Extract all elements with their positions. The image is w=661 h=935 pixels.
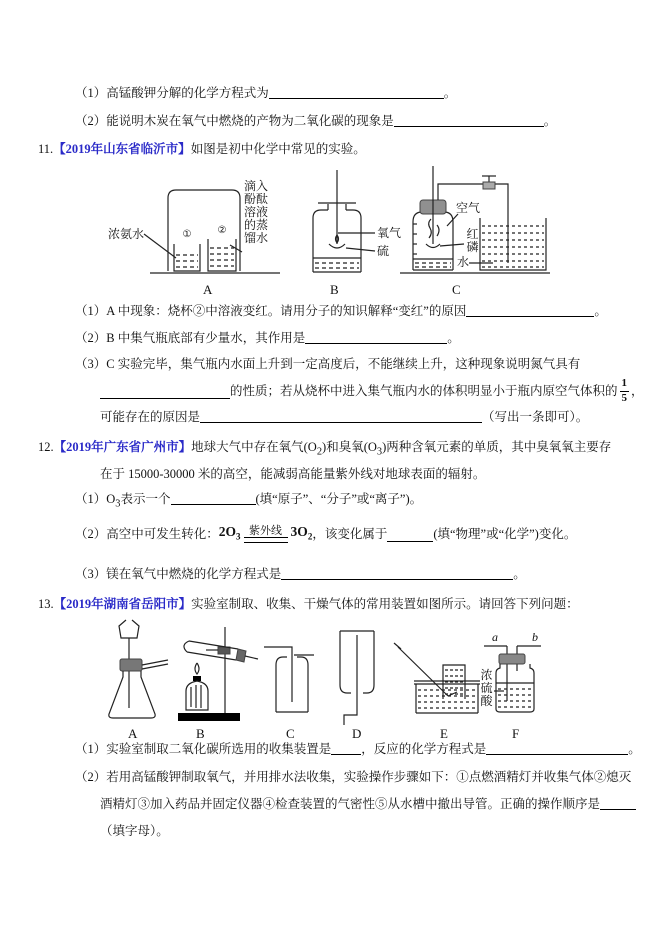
q12-item3-text: 镁在氧气中燃烧的化学方程式是 [106,567,282,581]
q13-item2-line1 [75,768,631,786]
letter-e: E [440,726,448,741]
beaker1-number: ① [182,229,192,240]
q12-item2-mid: ，该变化属于 [312,527,388,541]
air-label: 空气 [456,201,481,215]
q12-item2-num: （2） [75,527,107,541]
q11-item3-blank2 [200,408,482,423]
apparatus-d-bottle-down [340,631,374,741]
apparatus-b-heating [178,627,258,741]
q12-o2-subscript: 2 [316,446,323,458]
q12-item1-num: （1） [75,492,107,506]
q13-source-tag: 【2019年湖南省岳阳市】 [53,597,192,611]
q11-item1-blank [466,302,594,317]
port-b-label: b [532,630,538,644]
apparatus-sulfur-bottle [313,170,401,297]
q12-item3-num: （3） [75,567,107,581]
q12-intro-seg2: )和臭氧(O [322,440,377,454]
figure-a-letter: A [203,282,213,297]
q11-item2-line [75,329,460,347]
q13-item2-blank [600,795,636,810]
q11-experiment-diagram [100,162,560,300]
q12-item1-subscript: 3 [115,498,121,510]
apparatus-e-water-trough [394,643,480,741]
q10-item1-text: 高锰酸钾分解的化学方程式为 [106,86,269,100]
apparatus-c-bottle-up [264,647,314,741]
q12-item3-blank [281,565,513,580]
q12-item3-period: 。 [513,567,526,581]
q12-item2-line [75,518,576,550]
q11-item3-hint: （写出一条即可）。 [482,410,589,424]
q12-o3-subscript: 3 [376,446,383,458]
figure-b-letter: B [330,282,339,297]
q11-item3-blank1 [100,384,230,399]
figure-c-letter: C [452,282,461,297]
beaker2-number: ② [217,225,227,236]
q13-item2-line3 [100,822,169,840]
q11-intro: 如图是初中化学中常见的实验。 [190,142,366,156]
q11-header [38,140,366,158]
water-label: 水 [457,255,470,269]
q13-intro: 实验室制取、收集、干燥气体的常用装置如图所示。请回答下列问题： [191,597,579,611]
equation-rhs: $3O_2$ [290,523,313,542]
q13-item1-num: （1） [75,742,107,756]
concentrated-sulfuric-acid-label: 浓硫酸 [480,668,493,708]
q13-number: 13. [38,597,54,611]
letter-c: C [286,726,295,741]
red-phosphorus-label: 红磷 [466,227,479,254]
letter-a: A [128,726,138,741]
q12-header [38,438,611,462]
q13-item2-text1: 若用高锰酸钾制取氧气，并用排水法收集，实验操作步骤如下：①点燃酒精灯并收集气体②熄灭 [106,770,632,784]
q12-source-tag: 【2019年广东省广州市】 [53,440,192,454]
q13-item1-line [75,740,641,758]
q11-number: 11. [38,142,54,156]
q11-item2-text: B 中集气瓶底部有少量水，其作用是 [106,331,306,345]
one-fifth-fraction: $\frac{1}{5}$ [621,376,628,404]
q10-item2-blank [394,112,544,127]
q12-item1-line [75,490,422,514]
q12-intro-seg3: )两种含氧元素的单质，其中臭氧氧主要存 [382,440,612,454]
q11-item3-line1 [75,355,580,373]
letter-f: F [512,726,520,741]
q12-item1-blank [171,490,256,505]
q12-item2-hint: (填“物理”或“化学”)变化。 [433,527,577,541]
q12-number: 12. [38,440,54,454]
q13-apparatus-diagram [88,617,563,742]
q12-intro-seg1: 地球大气中存在氧气(O [191,440,317,454]
q12-item1-hint: (填“原子”、“分子”或“离子”)。 [255,492,423,506]
q11-item3-text1: C 实验完毕，集气瓶内水面上升到一定高度后，不能继续上升，这种现象说明氮气具有 [106,357,581,371]
q10-item2-text: 能说明木炭在氧气中燃烧的产物为二氧化碳的现象是 [106,114,394,128]
q11-item2-period: 。 [447,331,460,345]
equation-lhs: $2O_3$ [218,523,241,542]
q13-item1-blank2 [486,740,628,755]
q11-item1-line [75,302,607,320]
q10-item2-num: （2） [75,114,107,128]
q13-item2-num: （2） [75,770,107,784]
q12-intro-line2: 在于 15000-30000 米的高空，能减弱高能量紫外线对地球表面的辐射。 [100,467,486,481]
q11-item1-period: 。 [594,304,607,318]
q11-item3-line2 [100,376,644,406]
q11-item1-num: （1） [75,304,107,318]
q10-item1-blank [269,84,444,99]
sulfur-label: 硫 [377,244,390,258]
q11-item3-text3: 可能存在的原因是 [100,410,201,424]
q11-source-tag: 【2019年山东省临沂市】 [53,142,191,156]
q11-item2-num: （2） [75,331,107,345]
q10-item1-num: （1） [75,86,107,100]
q10-item1-line [75,84,456,102]
q10-item2-line [75,112,556,130]
q12-item2-blank [387,527,433,542]
double-arrow-line [244,537,288,543]
q13-item1-blank1 [331,740,361,755]
equation-condition: 紫外线 [244,525,288,543]
q13-item2-line2 [100,795,636,813]
letter-d: D [352,726,362,741]
q11-item2-blank [305,329,447,344]
q12-item2-text: 高空中可发生转化： [106,527,219,541]
q10-item2-period: 。 [543,114,557,128]
q13-header [38,595,579,613]
phenolphthalein-water-label: 滴入酚酞溶液的蒸馏水 [243,179,268,245]
q10-item1-period: 。 [443,86,457,100]
q13-item2-text2: 酒精灯③加入药品并固定仪器④检查装置的气密性⑤从水槽中撤出导管。正确的操作顺序是 [100,797,601,811]
q13-item2-hint: （填字母）。 [100,824,169,838]
q11-item3-num: （3） [75,357,107,371]
port-a-label: a [492,630,498,644]
q11-item3-text2: 的性质；若从烧杯中进入集气瓶内水的体积明显小于瓶内原空气体积的 [230,384,618,398]
letter-b: B [196,726,205,741]
q11-item3-line3 [100,408,588,426]
q12-item3-line [75,565,526,583]
oxygen-label: 氧气 [377,226,402,240]
q13-item1-period: 。 [628,742,641,756]
ammonia-label: 浓氨水 [108,227,145,241]
q11-item1-text: A 中现象：烧杯②中溶液变红。请用分子的知识解释“变红”的原因 [106,304,467,318]
apparatus-a-flask [109,620,168,741]
q13-item1-text: 实验室制取二氧化碳所选用的收集装置是 [106,742,332,756]
q12-item1-text: 表示一个 [120,492,171,506]
q12-item1-formula: O [106,492,116,506]
q11-item3-comma: ， [631,384,644,398]
q13-item1-mid: ，反应的化学方程式是 [361,742,487,756]
